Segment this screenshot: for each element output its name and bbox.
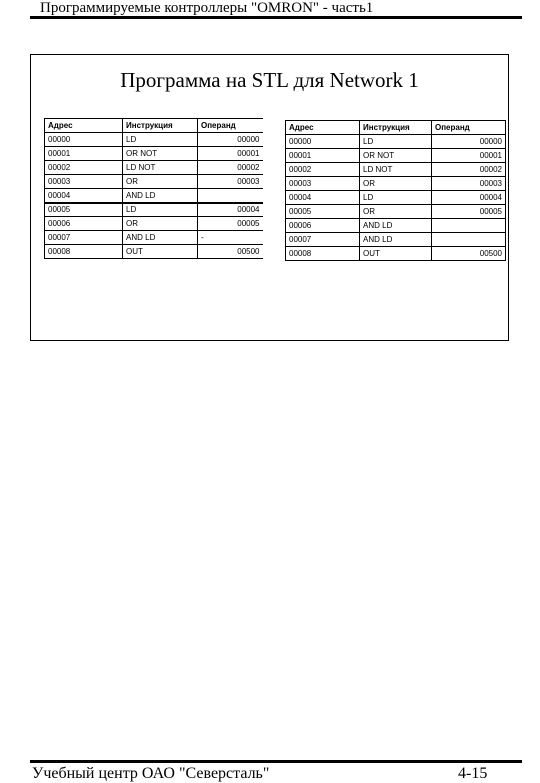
cell-address: 00003 bbox=[286, 177, 360, 191]
table-row bbox=[286, 163, 506, 177]
table-row bbox=[45, 231, 263, 245]
cell-instruction: OR bbox=[360, 177, 432, 191]
cell-instruction: LD NOT bbox=[123, 161, 198, 175]
cell-address: 00005 bbox=[45, 203, 123, 217]
column-header-address: Адрес bbox=[45, 119, 123, 133]
header-rule bbox=[30, 16, 522, 19]
cell-address: 00003 bbox=[45, 175, 123, 189]
cell-operand: 00002 bbox=[198, 161, 263, 175]
column-header-address: Адрес bbox=[286, 121, 360, 135]
cell-instruction: AND LD bbox=[123, 231, 198, 245]
cell-address: 00000 bbox=[45, 133, 123, 147]
cell-address: 00006 bbox=[45, 217, 123, 231]
slide-title: Программа на STL для Network 1 bbox=[120, 68, 419, 92]
cell-address: 00000 bbox=[286, 135, 360, 149]
table-row bbox=[286, 205, 506, 219]
cell-operand: 00004 bbox=[432, 191, 506, 205]
table-row bbox=[45, 217, 263, 231]
cell-address: 00007 bbox=[286, 233, 360, 247]
cell-address: 00002 bbox=[45, 161, 123, 175]
cell-instruction: OR NOT bbox=[360, 149, 432, 163]
cell-address: 00004 bbox=[286, 191, 360, 205]
cell-instruction: OUT bbox=[123, 245, 198, 259]
cell-operand: 00500 bbox=[432, 247, 506, 261]
footer-page-number: 4-15 bbox=[458, 765, 488, 782]
table-row bbox=[286, 135, 506, 149]
table-header-row bbox=[286, 121, 506, 135]
cell-instruction: OR NOT bbox=[123, 147, 198, 161]
cell-operand bbox=[198, 189, 263, 203]
cell-operand: 00003 bbox=[198, 175, 263, 189]
slide-frame bbox=[30, 54, 509, 341]
table-row bbox=[286, 219, 506, 233]
cell-instruction: OUT bbox=[360, 247, 432, 261]
cell-address: 00007 bbox=[45, 231, 123, 245]
cell-instruction: OR bbox=[123, 175, 198, 189]
cell-operand bbox=[432, 219, 506, 233]
cell-address: 00004 bbox=[45, 189, 123, 203]
cell-instruction: LD bbox=[360, 135, 432, 149]
footer-organization: Учебный центр ОАО "Северсталь" bbox=[32, 765, 270, 782]
table-row bbox=[45, 175, 263, 189]
cell-address: 00002 bbox=[286, 163, 360, 177]
cell-instruction: OR bbox=[123, 217, 198, 231]
cell-operand: 00000 bbox=[198, 133, 263, 147]
cell-address: 00006 bbox=[286, 219, 360, 233]
table-row bbox=[45, 161, 263, 175]
cell-instruction: OR bbox=[360, 205, 432, 219]
table-row bbox=[45, 189, 263, 203]
cell-address: 00001 bbox=[45, 147, 123, 161]
column-header-operand: Операнд bbox=[198, 119, 263, 133]
cell-operand: 00001 bbox=[432, 149, 506, 163]
table-row bbox=[45, 133, 263, 147]
cell-instruction: AND LD bbox=[360, 233, 432, 247]
column-header-operand: Операнд bbox=[432, 121, 506, 135]
table-row bbox=[286, 233, 506, 247]
cell-operand: 00000 bbox=[432, 135, 506, 149]
cell-operand: 00001 bbox=[198, 147, 263, 161]
cell-instruction: AND LD bbox=[360, 219, 432, 233]
cell-instruction: LD NOT bbox=[360, 163, 432, 177]
cell-operand: 00002 bbox=[432, 163, 506, 177]
table-row bbox=[45, 147, 263, 161]
cell-operand: - bbox=[198, 231, 263, 245]
cell-address: 00008 bbox=[286, 247, 360, 261]
cell-operand bbox=[432, 233, 506, 247]
stl-table-left bbox=[44, 118, 263, 259]
table-row bbox=[45, 203, 263, 217]
cell-instruction: LD bbox=[360, 191, 432, 205]
cell-instruction: LD bbox=[123, 133, 198, 147]
cell-operand: 00005 bbox=[432, 205, 506, 219]
footer-rule bbox=[30, 760, 522, 763]
table-row bbox=[45, 245, 263, 259]
table-row bbox=[286, 191, 506, 205]
cell-instruction: AND LD bbox=[123, 189, 198, 203]
column-header-instruction: Инструкция bbox=[360, 121, 432, 135]
column-header-instruction: Инструкция bbox=[123, 119, 198, 133]
page-header-title: Программируемые контроллеры "OMRON" - часть1 bbox=[40, 0, 374, 16]
cell-operand: 00003 bbox=[432, 177, 506, 191]
stl-table-right bbox=[285, 120, 506, 261]
table-row bbox=[286, 177, 506, 191]
cell-operand: 00500 bbox=[198, 245, 263, 259]
table-row bbox=[286, 149, 506, 163]
cell-operand: 00005 bbox=[198, 217, 263, 231]
table-row bbox=[286, 247, 506, 261]
cell-instruction: LD bbox=[123, 203, 198, 217]
cell-address: 00008 bbox=[45, 245, 123, 259]
cell-address: 00005 bbox=[286, 205, 360, 219]
table-header-row bbox=[45, 119, 263, 133]
cell-operand: 00004 bbox=[198, 203, 263, 217]
cell-address: 00001 bbox=[286, 149, 360, 163]
